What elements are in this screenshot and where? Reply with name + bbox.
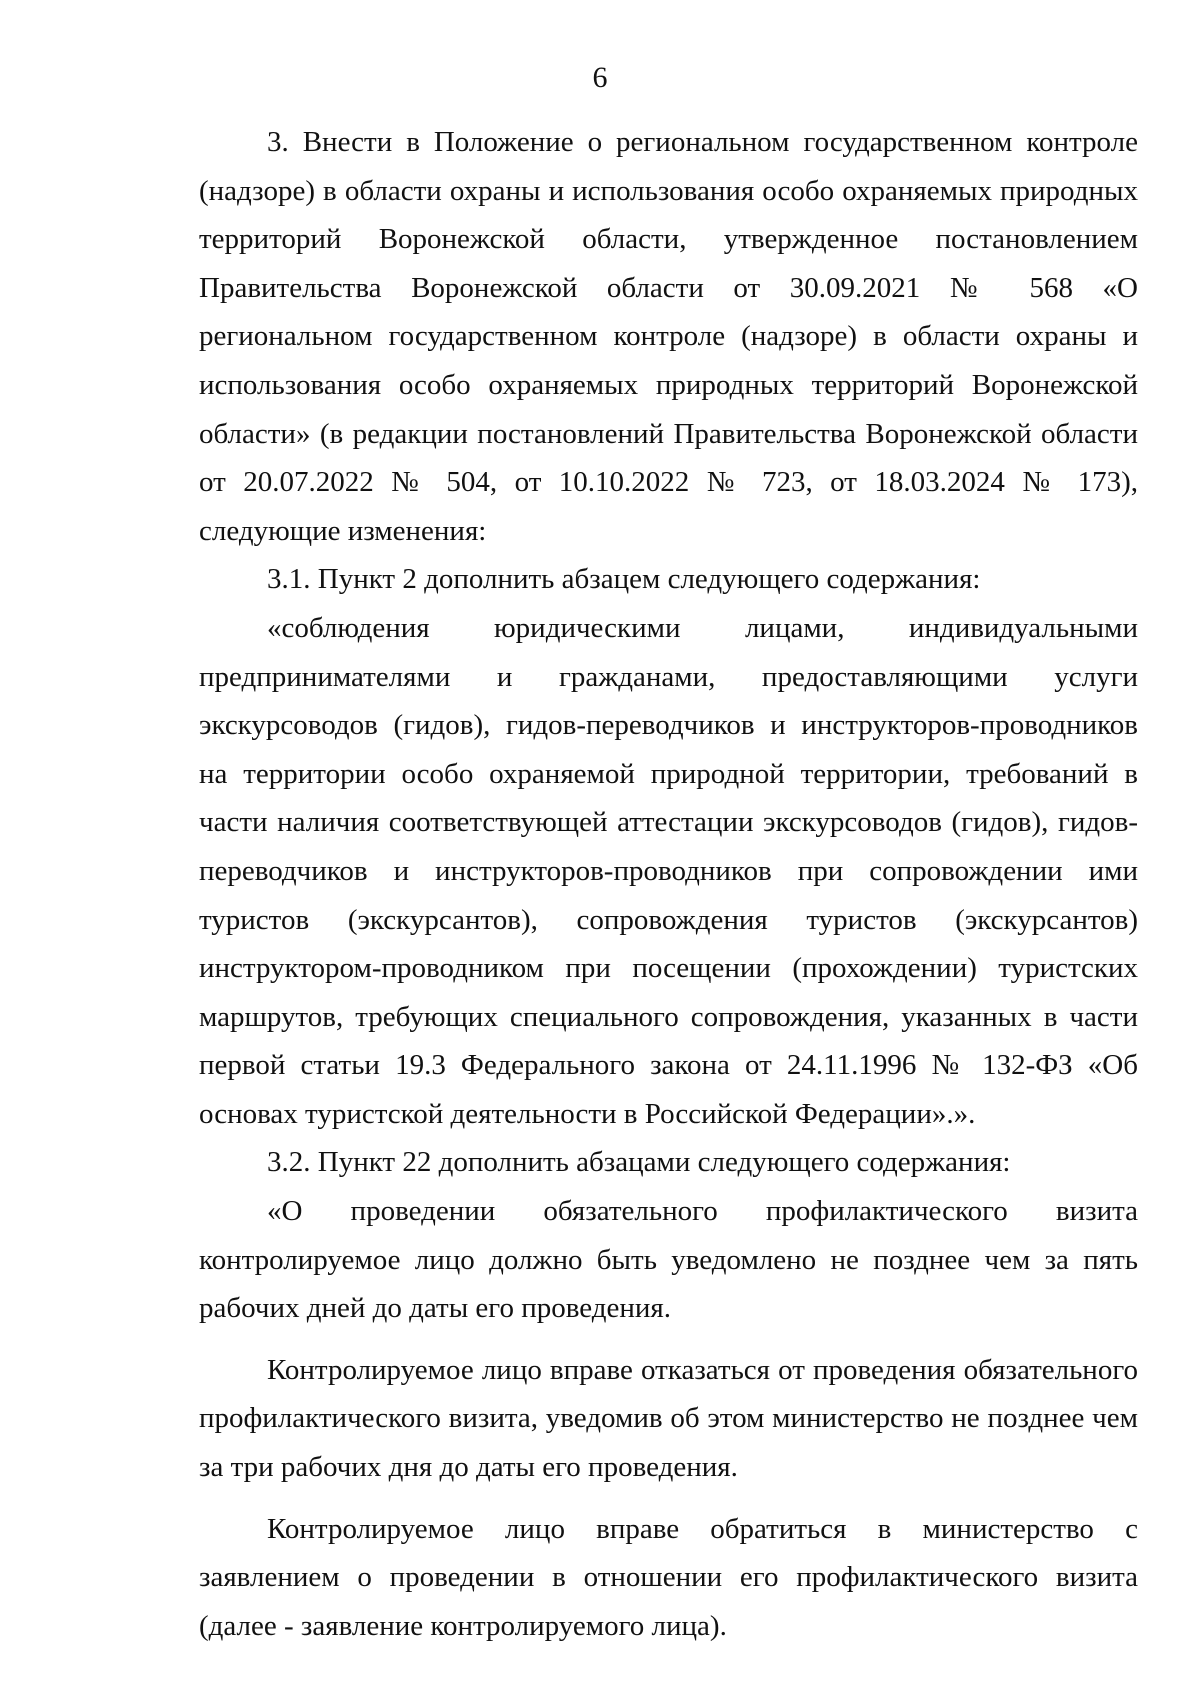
- paragraph-quoted-addition-1: «соблюдения юридическими лицами, индивидуальными предпринимателями и гражданами, предоставляющими услуги экскурсоводов (гидов), гидов-переводчиков и инструкторов-проводников на территории особо охраняемой природной территории, требований в части наличия соответствующей аттестации экскурсоводов (гидов), гидов-переводчиков и инструкторов-проводников при сопровождении ими туристов (экскурсантов), сопровождения туристов (экскурсантов) инструктором-проводником при посещении (прохождении) туристских маршрутов, требующих специального сопровождения, указанных в части первой статьи 19.3 Федерального закона от 24.11.1996 № 132-ФЗ «Об основах туристской деятельности в Российской Федерации».».: [199, 611, 1138, 1130]
- paragraph-refusal-right: Контролируемое лицо вправе отказаться от проведения обязательного профилактического визита, уведомив об этом министерство не позднее чем за три рабочих дня до даты его проведения.: [199, 1353, 1138, 1484]
- paragraph-item-3: 3. Внести в Положение о региональном государственном контроле (надзоре) в области охраны и использования особо охраняемых природных территорий Воронежской области, утвержденное постановлением Правительства Воронежской области от 30.09.2021 № 568 «О региональном государственном контроле (надзоре) в области охраны и использования особо охраняемых природных территорий Воронежской области» (в редакции постановлений Правительства Воронежской области от 20.07.2022 № 504, от 10.10.2022 № 723, от 18.03.2024 № 173), следующие изменения:: [199, 126, 1138, 547]
- document-body: [199, 118, 1138, 1650]
- page-number: 6: [592, 61, 608, 94]
- paragraph-subitem-3-1: 3.1. Пункт 2 дополнить абзацем следующего содержания:: [267, 563, 981, 596]
- paragraph-quoted-addition-2: «О проведении обязательного профилактического визита контролируемое лицо должно быть уведомлено не позднее чем за пять рабочих дней до даты его проведения.: [199, 1195, 1138, 1325]
- paragraph-subitem-3-2: 3.2. Пункт 22 дополнить абзацами следующего содержания:: [267, 1146, 1011, 1179]
- paragraph-application-right: Контролируемое лицо вправе обратиться в министерство с заявлением о проведении в отношении его профилактического визита (далее - заявление контролируемого лица).: [199, 1512, 1138, 1642]
